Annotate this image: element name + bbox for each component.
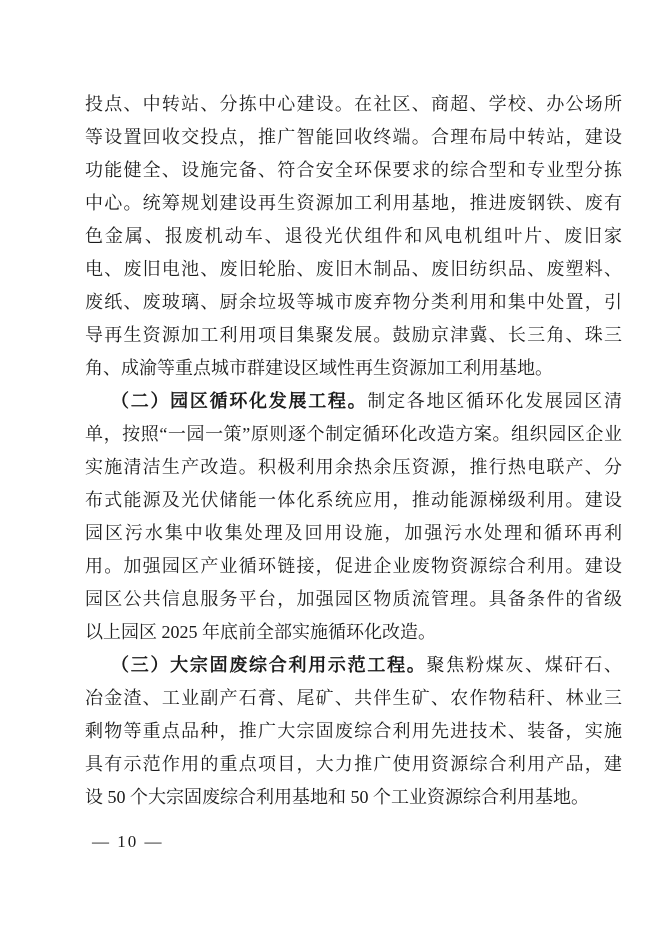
text-segment: 中心。统筹规划建设再生资源加工利用基地，推进废钢铁、废有 [85, 193, 622, 213]
text-line [85, 352, 622, 385]
text-line [85, 451, 622, 484]
text-segment: 电、废旧电池、废旧轮胎、废旧木制品、废旧纺织品、废塑料、 [85, 259, 622, 279]
text-segment: 设 50 个大宗固废综合利用基地和 50 个工业资源综合利用基地。 [85, 787, 589, 807]
text-line [85, 220, 622, 253]
text-segment: 以上园区 2025 年底前全部实施循环化改造。 [85, 622, 436, 642]
text-line [85, 484, 622, 517]
text-segment: 用。加强园区产业循环链接，促进企业废物资源综合利用。建设 [85, 556, 622, 576]
text-line [85, 121, 622, 154]
text-segment: 冶金渣、工业副产石膏、尾矿、共伴生矿、农作物秸秆、林业三 [85, 688, 622, 708]
text-segment: 单，按照“一园一策”原则逐个制定循环化改造方案。组织园区企业 [85, 424, 622, 444]
text-segment: 具有示范作用的重点项目，大力推广使用资源综合利用产品，建 [85, 754, 622, 774]
text-line [85, 550, 622, 583]
section-heading: （二）园区循环化发展工程。 [111, 391, 368, 411]
text-line [85, 781, 622, 814]
text-segment: 等设置回收交投点，推广智能回收终端。合理布局中转站，建设 [85, 127, 622, 147]
text-segment: 废纸、废玻璃、厨余垃圾等城市废弃物分类利用和集中处置，引 [85, 292, 622, 312]
text-line [85, 715, 622, 748]
text-segment: 布式能源及光伏储能一体化系统应用，推动能源梯级利用。建设 [85, 490, 622, 510]
page-number: — 10 — [92, 832, 164, 851]
text-segment: 导再生资源加工利用项目集聚发展。鼓励京津冀、长三角、珠三 [85, 325, 622, 345]
text-line [85, 418, 622, 451]
text-segment: 园区污水集中收集处理及回用设施，加强污水处理和循环再利 [85, 523, 622, 543]
text-line [85, 748, 622, 781]
text-segment: 制定各地区循环化发展园区清 [367, 391, 622, 411]
text-line [85, 154, 622, 187]
text-line [85, 616, 622, 649]
text-line [85, 88, 622, 121]
section-heading: （三）大宗固废综合利用示范工程。 [111, 655, 427, 675]
text-segment: 实施清洁生产改造。积极利用余热余压资源，推行热电联产、分 [85, 457, 622, 477]
text-segment: 角、成渝等重点城市群建设区域性再生资源加工利用基地。 [85, 358, 553, 378]
text-segment: 聚焦粉煤灰、煤矸石、 [426, 655, 623, 675]
text-segment: 色金属、报废机动车、退役光伏组件和风电机组叶片、废旧家 [85, 226, 622, 246]
text-line [85, 187, 622, 220]
document-text [85, 88, 622, 814]
text-segment: 功能健全、设施完备、符合安全环保要求的综合型和专业型分拣 [85, 160, 622, 180]
text-line [85, 319, 622, 352]
text-line [85, 583, 622, 616]
text-segment: 园区公共信息服务平台，加强园区物质流管理。具备条件的省级 [85, 589, 622, 609]
text-segment: 投点、中转站、分拣中心建设。在社区、商超、学校、办公场所 [85, 94, 622, 114]
text-segment: 剩物等重点品种，推广大宗固废综合利用先进技术、装备，实施 [85, 721, 622, 741]
text-line [85, 517, 622, 550]
text-line [85, 649, 622, 682]
text-line [85, 385, 622, 418]
text-line [85, 682, 622, 715]
text-line [85, 253, 622, 286]
text-line [85, 286, 622, 319]
